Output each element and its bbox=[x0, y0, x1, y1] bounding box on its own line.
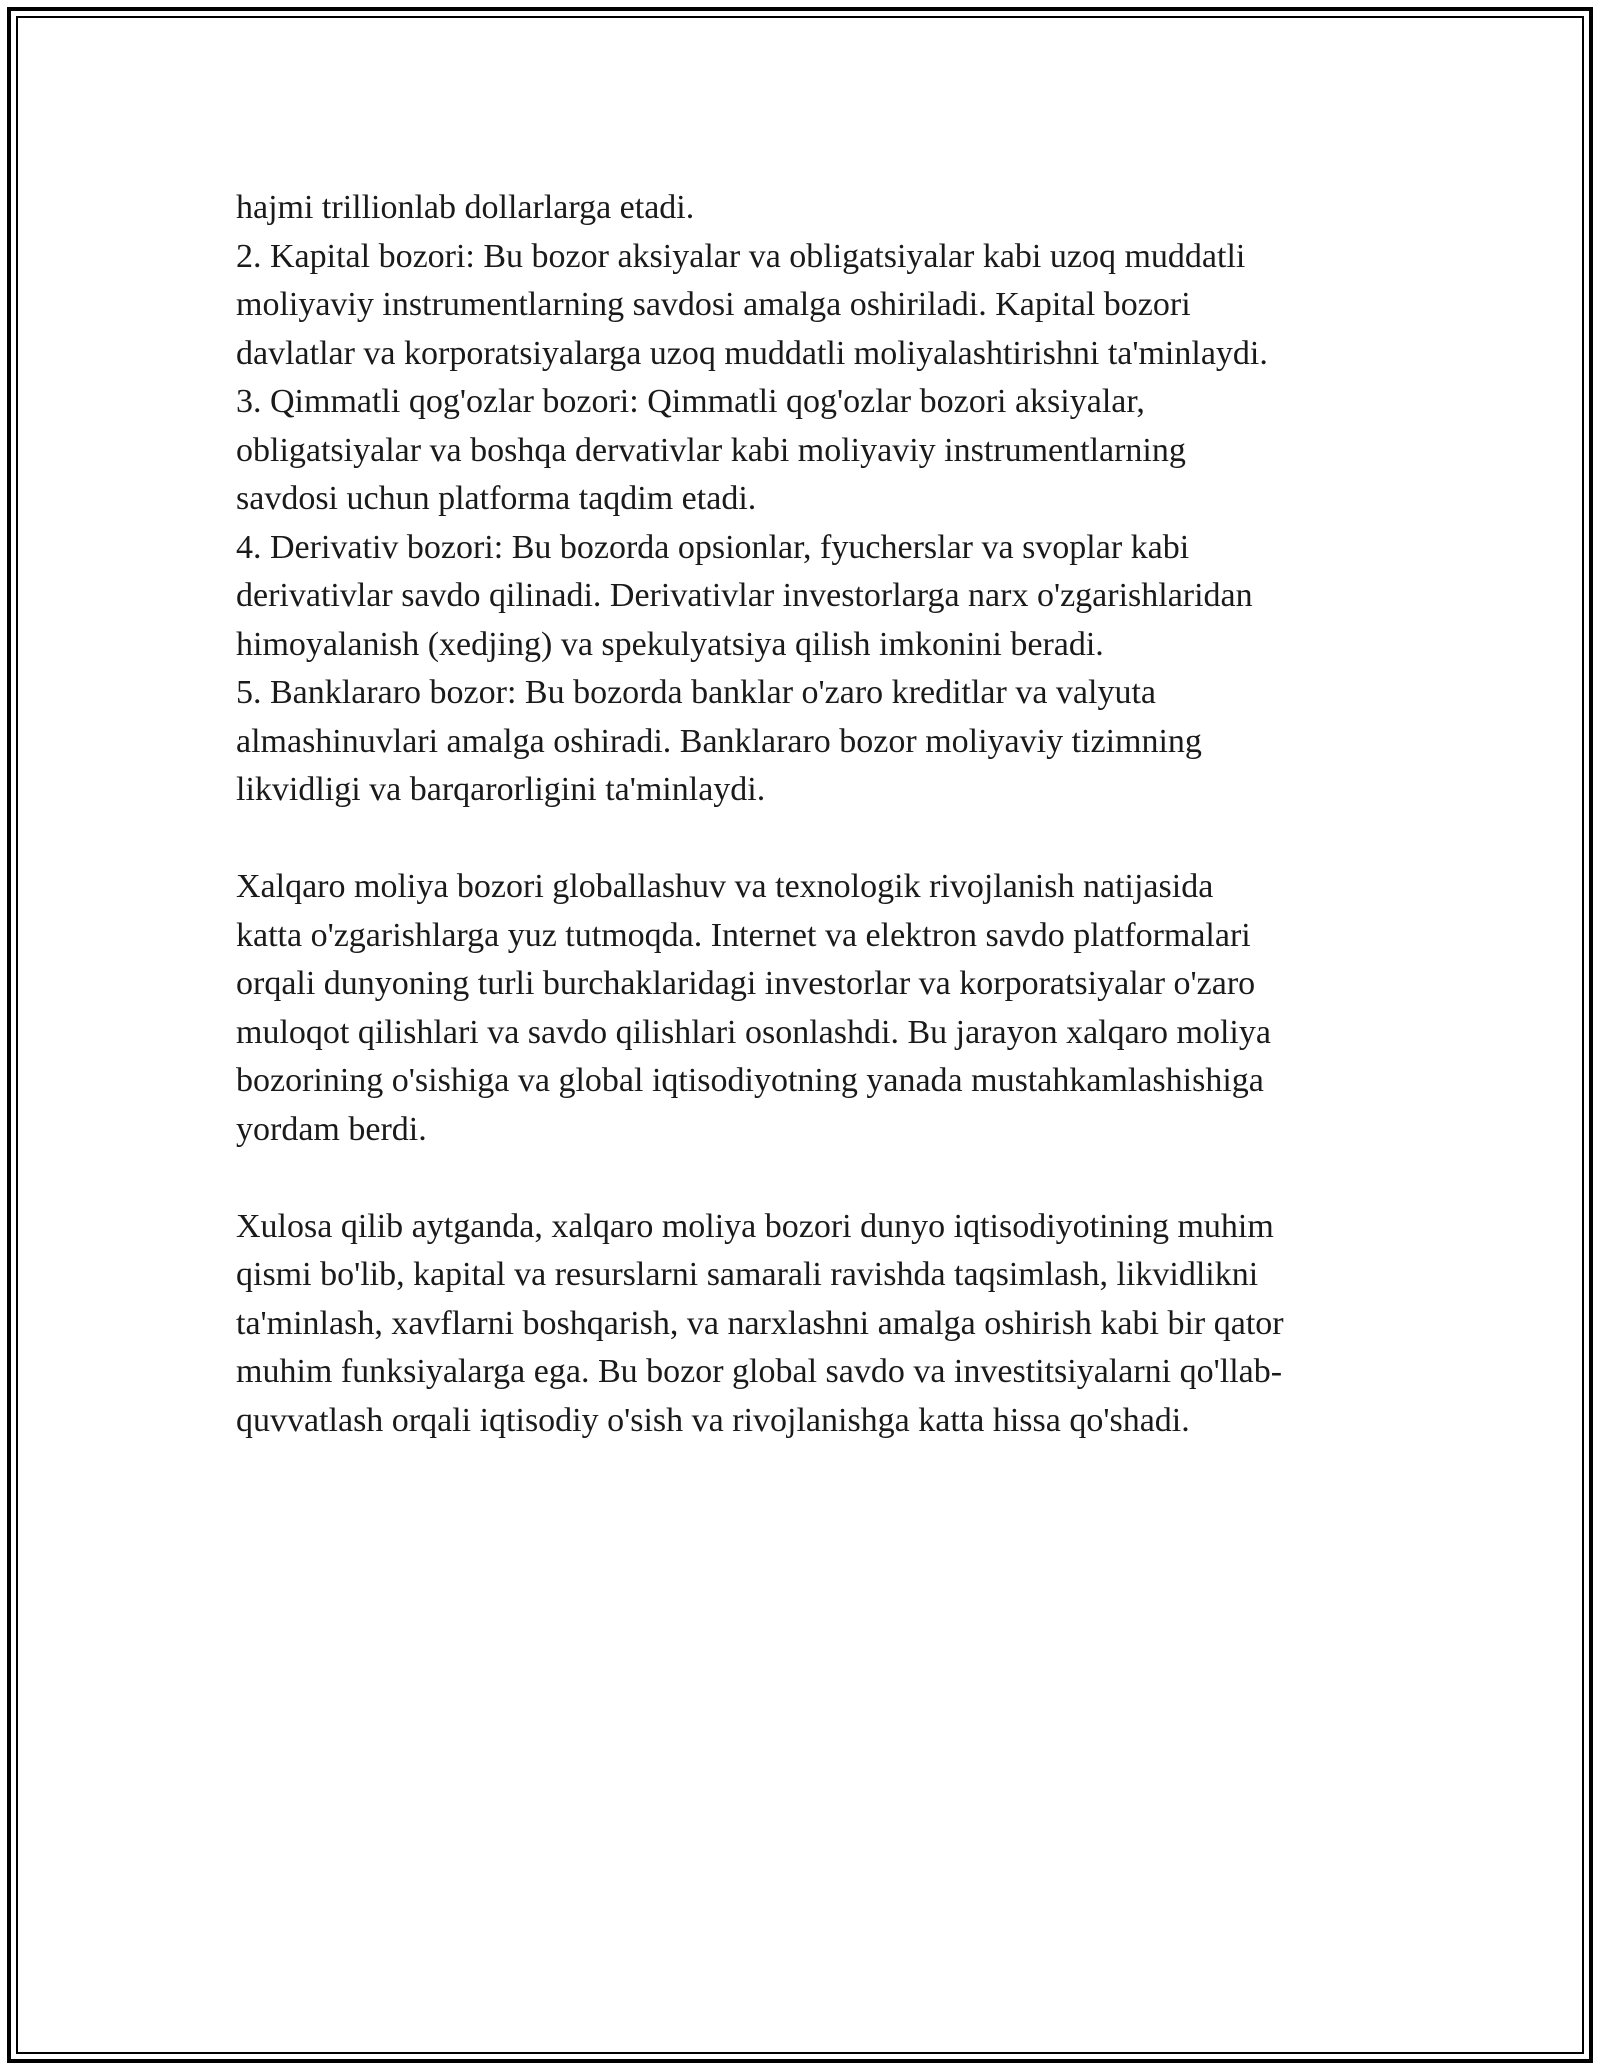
document-body bbox=[236, 184, 1376, 1445]
text-line: orqali dunyoning turli burchaklaridagi investorlar va korporatsiyalar o'zaro bbox=[236, 965, 1256, 1002]
text-line: 3. Qimmatli qog'ozlar bozori: Qimmatli qog'ozlar bozori aksiyalar, bbox=[236, 383, 1145, 420]
text-line: muloqot qilishlari va savdo qilishlari osonlashdi. Bu jarayon xalqaro moliya bbox=[236, 1013, 1271, 1051]
text-line: davlatlar va korporatsiyalarga uzoq muddatli moliyalashtirishni ta'minlaydi. bbox=[236, 334, 1268, 372]
paragraph-gap bbox=[236, 1154, 1376, 1203]
text-line: obligatsiyalar va boshqa dervativlar kabi moliyaviy instrumentlarning bbox=[236, 431, 1186, 469]
text-line: almashinuvlari amalga oshiradi. Banklararo bozor moliyaviy tizimning bbox=[236, 722, 1202, 760]
text-line: bozorining o'sishiga va global iqtisodiyotning yanada mustahkamlashishiga bbox=[236, 1062, 1264, 1099]
text-line: 4. Derivativ bozori: Bu bozorda opsionlar, fyucherslar va svoplar kabi bbox=[236, 528, 1190, 566]
text-line: 5. Banklararo bozor: Bu bozorda banklar o'zaro kreditlar va valyuta bbox=[236, 674, 1156, 711]
text-line: himoyalanish (xedjing) va spekulyatsiya qilish imkonini beradi. bbox=[236, 625, 1104, 663]
text-line: katta o'zgarishlarga yuz tutmoqda. Internet va elektron savdo platformalari bbox=[236, 916, 1251, 954]
text-line: 2. Kapital bozori: Bu bozor aksiyalar va obligatsiyalar kabi uzoq muddatli bbox=[236, 237, 1246, 275]
text-line: yordam berdi. bbox=[236, 1110, 427, 1148]
text-line: likvidligi va barqarorligini ta'minlaydi. bbox=[236, 771, 766, 808]
paragraph-gap bbox=[236, 815, 1376, 864]
text-line: ta'minlash, xavflarni boshqarish, va narxlashni amalga oshirish kabi bir qator bbox=[236, 1304, 1284, 1342]
text-line: Xulosa qilib aytganda, xalqaro moliya bozori dunyo iqtisodiyotining muhim bbox=[236, 1207, 1274, 1245]
text-line: savdosi uchun platforma taqdim etadi. bbox=[236, 480, 757, 517]
text-line: quvvatlash orqali iqtisodiy o'sish va rivojlanishga katta hissa qo'shadi. bbox=[236, 1401, 1190, 1439]
text-line: qismi bo'lib, kapital va resurslarni samarali ravishda taqsimlash, likvidlikni bbox=[236, 1256, 1259, 1293]
text-line: moliyaviy instrumentlarning savdosi amalga oshiriladi. Kapital bozori bbox=[236, 286, 1191, 323]
text-line: derivativlar savdo qilinadi. Derivativlar investorlarga narx o'zgarishlaridan bbox=[236, 577, 1253, 614]
text-line: Xalqaro moliya bozori globallashuv va texnologik rivojlanish natijasida bbox=[236, 868, 1214, 905]
text-line: muhim funksiyalarga ega. Bu bozor global savdo va investitsiyalarni qo'llab- bbox=[236, 1353, 1283, 1390]
text-line: hajmi trillionlab dollarlarga etadi. bbox=[236, 189, 695, 226]
